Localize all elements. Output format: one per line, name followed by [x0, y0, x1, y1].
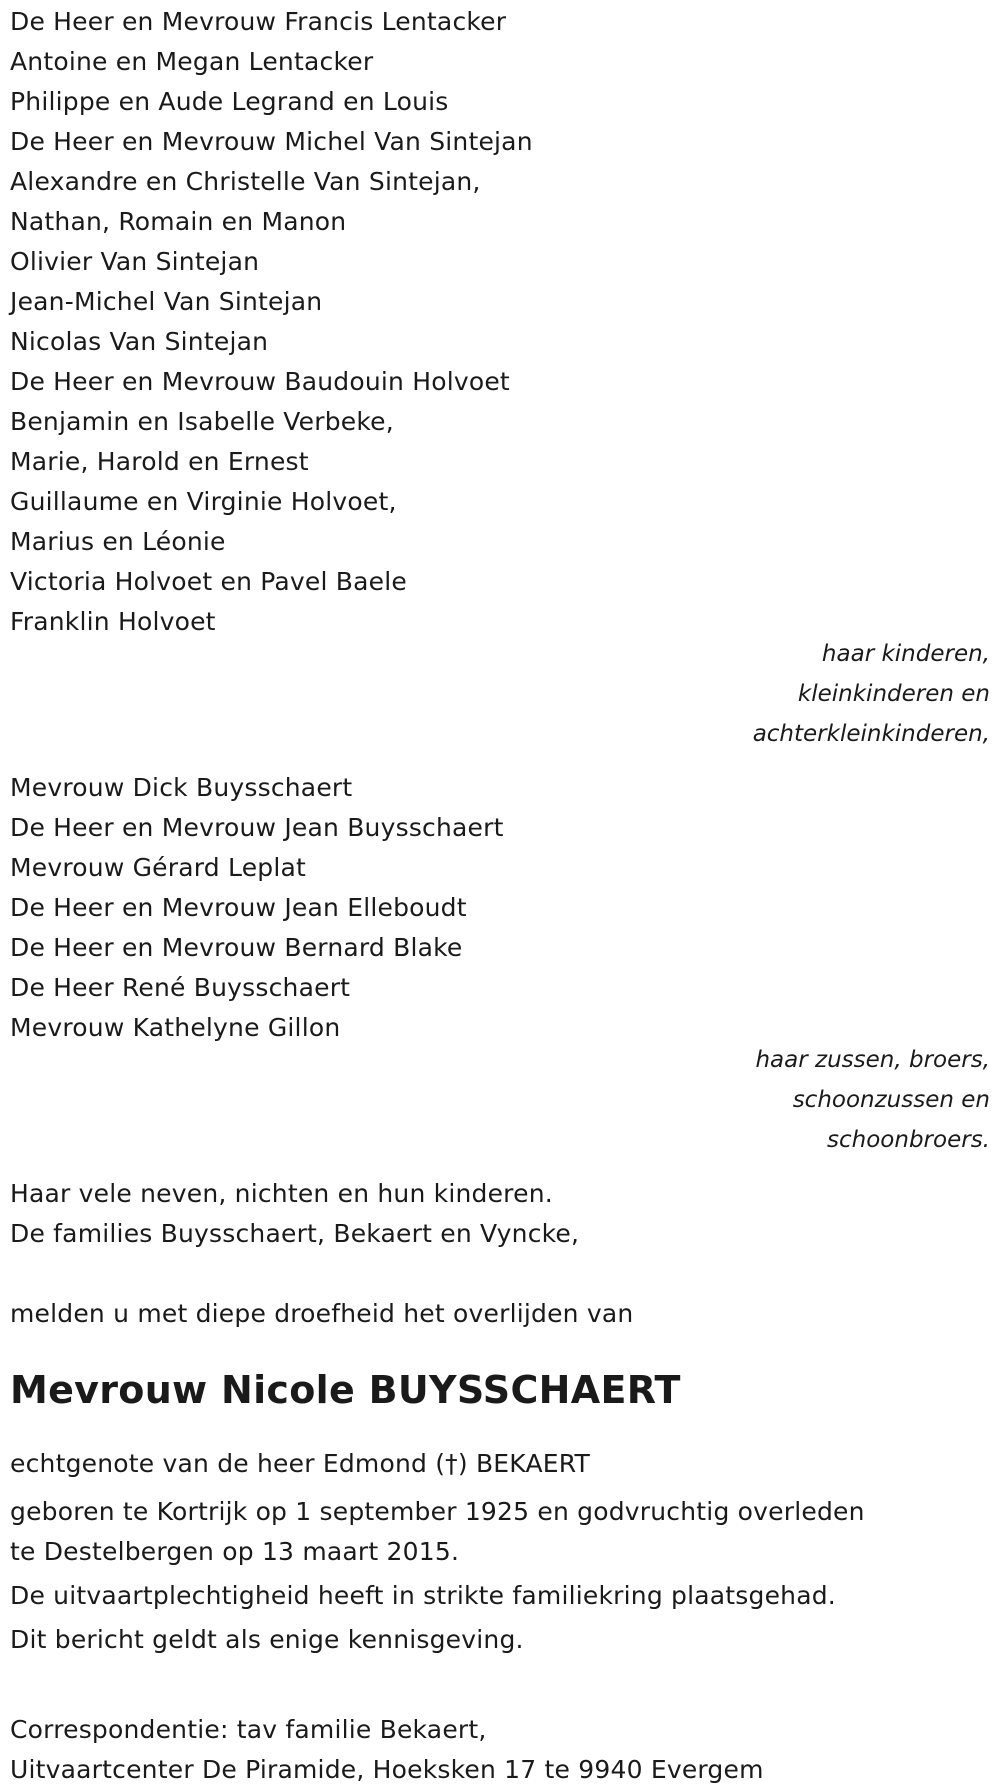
family-member: De Heer en Mevrouw Michel Van Sintejan [10, 127, 533, 156]
family-member: Nicolas Van Sintejan [10, 327, 269, 356]
role-children [10, 634, 990, 754]
role-line: haar kinderen, [821, 641, 990, 667]
family-group-siblings [10, 768, 990, 1048]
family-member: De Heer en Mevrouw Bernard Blake [10, 933, 463, 962]
notice-text: Dit bericht geldt als enige kennisgeving. [10, 1625, 524, 1654]
deceased-name: Mevrouw Nicole BUYSSCHAERT [10, 1368, 681, 1412]
role-line: achterkleinkinderen, [752, 721, 990, 747]
family-member: Franklin Holvoet [10, 607, 216, 636]
family-group-children [10, 0, 990, 642]
family-member: De Heer René Buysschaert [10, 973, 351, 1002]
family-member: Antoine en Megan Lentacker [10, 47, 374, 76]
correspondence [10, 1710, 990, 1790]
role-line: schoonbroers. [827, 1127, 990, 1153]
announcement-text: melden u met diepe droefheid het overlijden van [10, 1299, 634, 1328]
family-member: Alexandre en Christelle Van Sintejan, [10, 167, 481, 196]
family-member: Victoria Holvoet en Pavel Baele [10, 567, 407, 596]
role-line: schoonzussen en [792, 1087, 990, 1113]
role-siblings [10, 1040, 990, 1160]
family-member: De Heer en Mevrouw Baudouin Holvoet [10, 367, 510, 396]
family-member: Benjamin en Isabelle Verbeke, [10, 407, 394, 436]
extended-family-line: De families Buysschaert, Bekaert en Vyncke, [10, 1219, 580, 1248]
family-member: De Heer en Mevrouw Francis Lentacker [10, 7, 507, 36]
correspondence-line: Uitvaartcenter De Piramide, Hoeksken 17 te 9940 Evergem [10, 1755, 764, 1784]
family-member: Marius en Léonie [10, 527, 226, 556]
family-member: Mevrouw Dick Buysschaert [10, 773, 353, 802]
family-member: Philippe en Aude Legrand en Louis [10, 87, 449, 116]
family-member: Olivier Van Sintejan [10, 247, 260, 276]
correspondence-line: Correspondentie: tav familie Bekaert, [10, 1715, 487, 1744]
birth-death-text: geboren te Kortrijk op 1 september 1925 en godvruchtig overleden te Destelbergen op 13 maart 2015. [10, 1497, 865, 1566]
family-member: Mevrouw Gérard Leplat [10, 853, 307, 882]
role-line: haar zussen, broers, [755, 1047, 990, 1073]
extended-family-line: Haar vele neven, nichten en hun kinderen. [10, 1179, 553, 1208]
ceremony-text: De uitvaartplechtigheid heeft in strikte familiekring plaatsgehad. [10, 1581, 836, 1610]
family-member: Jean-Michel Van Sintejan [10, 287, 323, 316]
role-line: kleinkinderen en [797, 681, 990, 707]
family-member: De Heer en Mevrouw Jean Buysschaert [10, 813, 504, 842]
family-member: Mevrouw Kathelyne Gillon [10, 1013, 341, 1042]
spouse-line: echtgenote van de heer Edmond (†) BEKAERT [10, 1449, 590, 1478]
family-member: Marie, Harold en Ernest [10, 447, 309, 476]
obituary-notice [10, 0, 990, 1790]
family-member: Guillaume en Virginie Holvoet, [10, 487, 397, 516]
extended-family [10, 1174, 990, 1254]
family-member: Nathan, Romain en Manon [10, 207, 347, 236]
family-member: De Heer en Mevrouw Jean Elleboudt [10, 893, 467, 922]
